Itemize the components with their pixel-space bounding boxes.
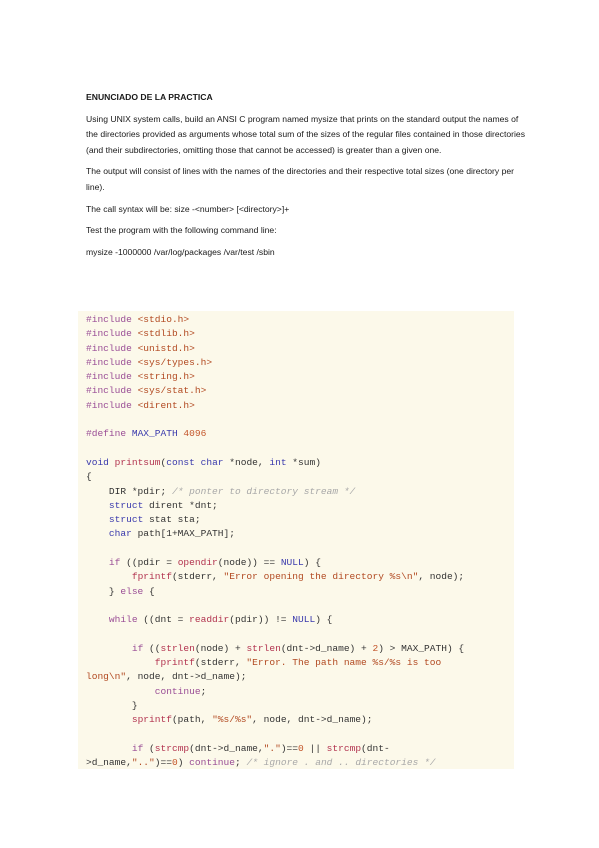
code-token: } <box>86 585 121 597</box>
code-line <box>86 657 441 668</box>
code-token: #define <box>86 428 127 440</box>
code-token: /* ponter to directory stream */ <box>171 485 356 497</box>
code-token <box>86 528 109 539</box>
code-token: long\n" <box>86 671 127 683</box>
code-line <box>86 643 464 654</box>
code-line <box>86 385 206 396</box>
code-line <box>86 486 355 497</box>
paragraph-description: Using UNIX system calls, build an ANSI C program named mysize that prints on the standard output the names of the directories provided as arguments whose total sum of the sizes of the regular files contained in those directories (and their subdirectories, omitting those that cannot be accessed) is greater than a given one. <box>86 113 525 155</box>
code-line <box>86 500 218 511</box>
code-token: strcmp <box>326 742 362 754</box>
code-line <box>86 514 201 525</box>
code-token: (dnt->d_name, <box>189 742 264 754</box>
code-token <box>86 643 132 654</box>
code-line <box>86 586 155 597</box>
code-token <box>86 557 109 568</box>
code-token: #include <box>86 356 132 368</box>
code-line <box>86 428 206 439</box>
code-token: , node, dnt->d_name); <box>252 714 373 726</box>
code-token: strcmp <box>154 742 190 754</box>
code-token: "%s/%s" <box>212 714 253 726</box>
code-token: <stdio.h> <box>137 314 190 325</box>
code-token: <dirent.h> <box>137 399 195 411</box>
code-token: ( <box>143 742 155 754</box>
paragraph-output: The output will consist of lines with the names of the directories and their respective total sizes (one directory per line). <box>86 166 514 192</box>
code-block <box>78 311 514 769</box>
code-token <box>86 743 132 754</box>
code-token: printsum <box>114 456 161 468</box>
code-token: 2 <box>372 642 379 654</box>
code-line <box>86 400 195 411</box>
code-token: "Error opening the directory %s\n" <box>223 571 419 583</box>
code-token: <sys/stat.h> <box>137 385 207 397</box>
code-token: ) { <box>303 557 321 569</box>
code-token: sprintf <box>131 714 172 726</box>
code-token: ) <box>177 757 190 769</box>
code-token: if <box>131 642 144 654</box>
code-token: (dnt- <box>361 742 390 754</box>
code-token: struct <box>108 499 144 511</box>
code-token: #include <box>86 314 132 325</box>
code-token <box>86 514 109 525</box>
code-token: DIR *pdir; <box>86 485 172 497</box>
paragraph-syntax: The call syntax will be: size -<number> [<directory>]+ <box>86 203 290 214</box>
assignment-text <box>86 90 526 266</box>
code-token: path[1+MAX_PATH]; <box>131 528 235 540</box>
code-line <box>86 528 235 539</box>
code-line <box>86 314 189 325</box>
code-token: fprintf <box>131 571 172 583</box>
code-token: (node)) == <box>217 557 281 569</box>
code-token: *node, <box>223 456 270 468</box>
code-line <box>86 671 246 682</box>
code-line <box>86 357 212 368</box>
code-token: ; <box>200 685 207 697</box>
assignment-heading: ENUNCIADO DE LA PRACTICA <box>86 92 213 102</box>
code-token: continue <box>154 685 201 697</box>
code-token: } <box>86 700 138 712</box>
code-token: { <box>143 585 155 597</box>
code-token: MAX_PATH <box>131 428 178 440</box>
code-token: strlen <box>160 642 195 654</box>
code-token: char <box>108 528 132 540</box>
code-line <box>86 371 195 382</box>
code-token: 0 <box>171 757 178 769</box>
code-token: (node) + <box>194 642 247 654</box>
code-token: NULL <box>280 557 304 569</box>
code-token: fprintf <box>154 657 195 669</box>
code-token: ( <box>160 456 167 468</box>
code-token: int <box>269 456 287 468</box>
code-token: opendir <box>177 557 218 569</box>
code-token: /* ignore . and .. directories */ <box>246 757 436 769</box>
code-token <box>86 614 109 625</box>
paragraph-test-intro: Test the program with the following command line: <box>86 225 277 236</box>
code-token: (dnt->d_name) + <box>280 642 373 654</box>
code-token: <unistd.h> <box>137 342 195 354</box>
code-line <box>86 700 138 711</box>
code-token <box>86 657 155 668</box>
code-token: (path, <box>171 714 213 726</box>
code-token: void <box>86 456 109 468</box>
code-token: #include <box>86 342 132 354</box>
code-token: #include <box>86 371 132 383</box>
code-token: *sum) <box>286 456 321 468</box>
code-line <box>86 343 195 354</box>
code-token: ((pdir = <box>120 557 178 569</box>
code-line <box>86 714 372 725</box>
code-token: continue <box>189 757 235 769</box>
code-token: (( <box>143 642 161 654</box>
code-token: if <box>108 557 121 569</box>
code-token: stat sta; <box>143 514 201 526</box>
code-token: || <box>303 742 327 754</box>
code-line <box>86 686 206 697</box>
code-token: ) { <box>315 614 333 626</box>
code-token: readdir <box>189 614 230 626</box>
code-token <box>86 500 109 511</box>
code-line <box>86 743 390 754</box>
code-line <box>86 571 464 582</box>
code-token: , node, dnt->d_name); <box>126 671 247 683</box>
code-token: (stderr, <box>171 571 224 583</box>
code-token: (pdir)) != <box>229 614 293 626</box>
code-token: dirent *dnt; <box>143 499 218 511</box>
code-token <box>86 714 132 725</box>
code-token: const char <box>166 456 224 468</box>
code-token: ; <box>235 757 247 769</box>
code-token: ".." <box>131 757 155 769</box>
code-token: struct <box>108 514 144 526</box>
code-token: ) > MAX_PATH) { <box>378 642 465 654</box>
code-token: "Error. The path name %s/%s is too <box>246 657 442 669</box>
code-token: #include <box>86 399 132 411</box>
code-token: while <box>108 614 138 626</box>
code-token: <stdlib.h> <box>137 328 195 340</box>
code-token: #include <box>86 385 132 397</box>
code-line <box>86 457 321 468</box>
code-line <box>86 614 332 625</box>
code-token: )== <box>154 757 172 769</box>
code-token <box>86 571 132 582</box>
code-token <box>86 686 155 697</box>
code-token: else <box>120 585 144 597</box>
code-token: 4096 <box>183 428 207 440</box>
code-token: #include <box>86 328 132 340</box>
code-line <box>86 328 195 339</box>
paragraph-command-line: mysize -1000000 /var/log/packages /var/test /sbin <box>86 246 275 257</box>
code-token: <string.h> <box>137 371 195 383</box>
code-listing <box>78 311 514 769</box>
code-token: "." <box>263 742 281 754</box>
code-token: , node); <box>418 571 465 583</box>
code-line <box>86 471 92 482</box>
code-token: strlen <box>246 642 281 654</box>
code-token: )== <box>280 742 299 754</box>
code-line <box>86 557 321 568</box>
code-token: (stderr, <box>194 657 247 669</box>
code-token: 0 <box>298 742 304 754</box>
code-token: NULL <box>292 614 316 626</box>
code-token: { <box>86 471 92 483</box>
code-token: ((dnt = <box>137 614 190 626</box>
code-line <box>86 757 436 768</box>
code-token: if <box>131 742 144 754</box>
code-token: >d_name, <box>86 757 132 769</box>
code-token: <sys/types.h> <box>137 356 213 368</box>
